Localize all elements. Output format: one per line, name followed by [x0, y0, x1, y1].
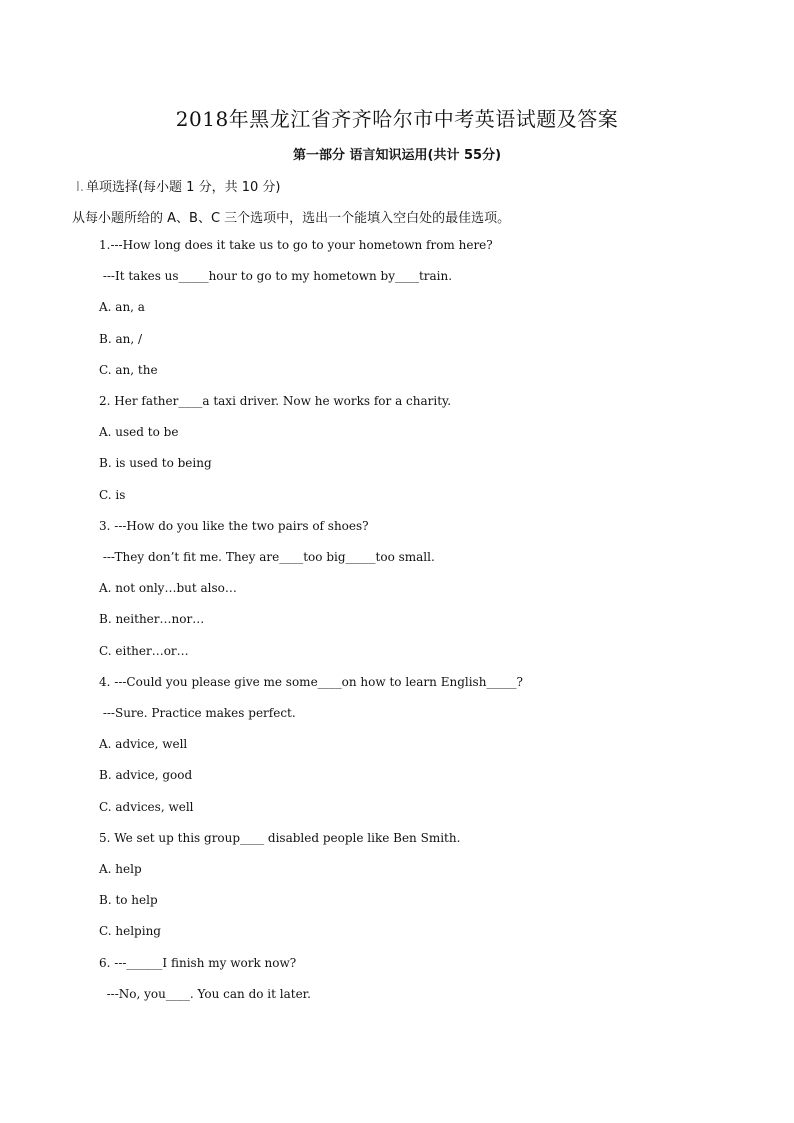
- answer-option: A. an, a: [99, 300, 145, 315]
- question-line: 1.---How long does it take us to go to your hometown from here?: [99, 238, 493, 252]
- dialogue-line: ---They don’t fit me. They are____too big_____too small.: [99, 550, 435, 564]
- answer-option: C. advices, well: [99, 799, 194, 814]
- answer-option: B. to help: [99, 893, 158, 908]
- question-line: 5. We set up this group____ disabled people like Ben Smith.: [99, 830, 461, 845]
- section-roman-numeral: Ⅰ.: [76, 180, 84, 195]
- instruction-text: 从每小题所给的 A、B、C 三个选项中，选出一个能填入空白处的最佳选项。: [72, 211, 511, 226]
- answer-option: A. advice, well: [99, 737, 188, 752]
- answer-option: C. is: [99, 487, 126, 502]
- answer-option: C. either…or…: [99, 643, 189, 658]
- question-line: 6. ---______I finish my work now?: [99, 955, 297, 970]
- answer-option: C. helping: [99, 924, 161, 939]
- section-heading: [76, 176, 280, 195]
- answer-option: A. used to be: [99, 425, 179, 440]
- dialogue-line: ---It takes us_____hour to go to my hometown by____train.: [99, 269, 453, 284]
- dialogue-line: ---No, you____. You can do it later.: [99, 986, 311, 1001]
- answer-option: B. advice, good: [99, 768, 193, 783]
- question-line: 3. ---How do you like the two pairs of shoes?: [99, 518, 369, 533]
- answer-option: C. an, the: [99, 362, 158, 377]
- answer-option: B. an, /: [99, 331, 143, 346]
- question-line: 2. Her father____a taxi driver. Now he works for a charity.: [99, 394, 452, 408]
- section-heading-text: 单项选择(每小题 1 分，共 10 分): [85, 180, 281, 195]
- part-heading: 第一部分 语言知识运用(共计 55分): [292, 148, 502, 163]
- answer-option: B. is used to being: [99, 456, 212, 471]
- answer-option: A. help: [99, 862, 142, 876]
- dialogue-line: ---Sure. Practice makes perfect.: [99, 706, 296, 720]
- question-line: 4. ---Could you please give me some____on how to learn English_____?: [99, 674, 523, 689]
- answer-option: B. neither…nor…: [99, 612, 205, 627]
- answer-option: A. not only…but also…: [99, 581, 237, 596]
- document-title: 2018年黑龙江省齐齐哈尔市中考英语试题及答案: [175, 107, 619, 131]
